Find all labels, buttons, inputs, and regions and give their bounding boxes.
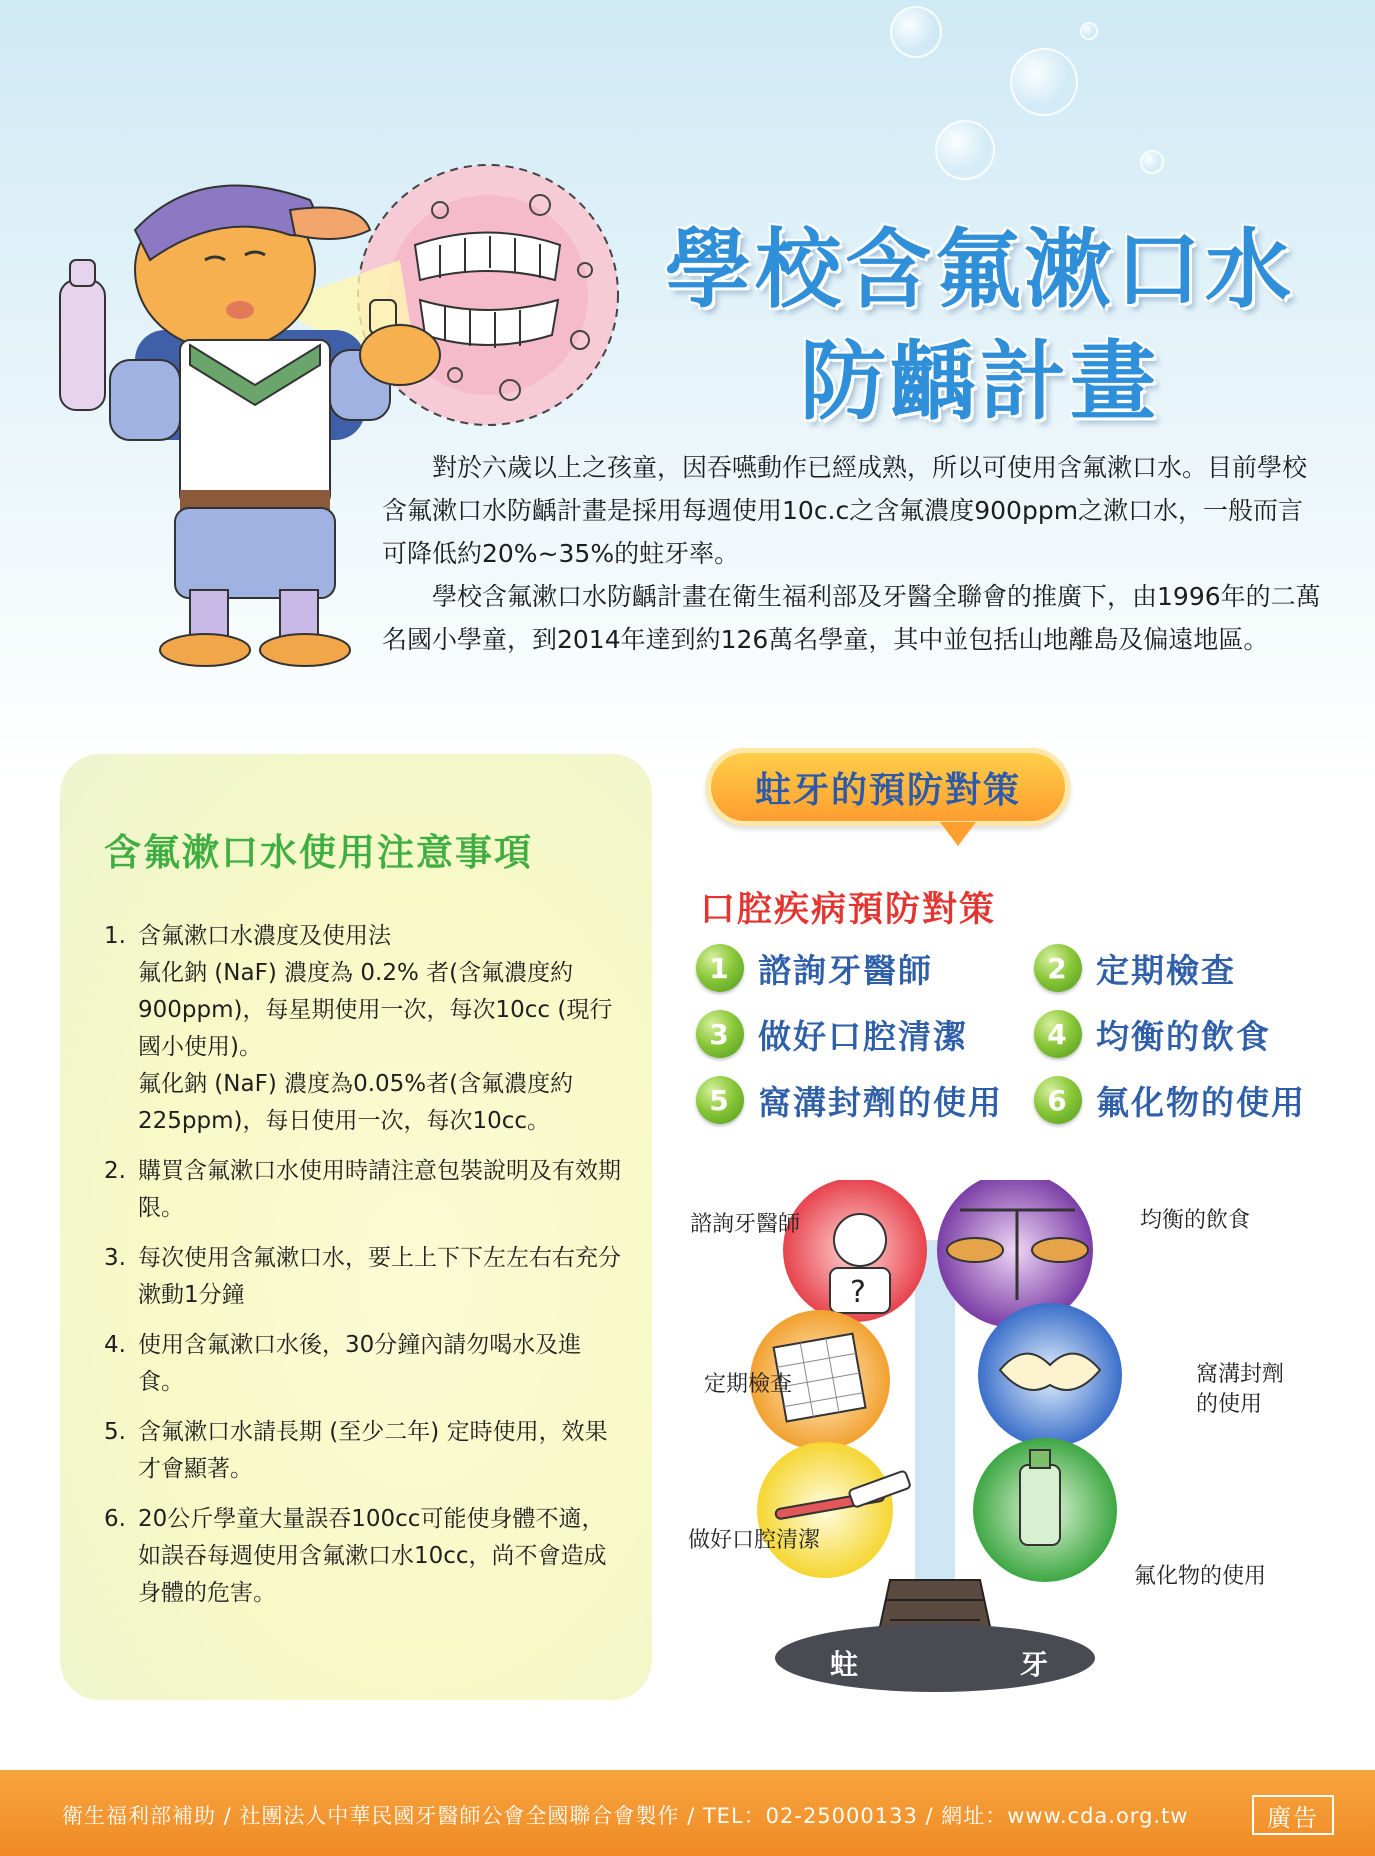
list-item <box>104 1240 624 1314</box>
fluoride-blob <box>973 1438 1117 1582</box>
list-item <box>104 1327 624 1401</box>
consult-dentist-blob <box>783 1180 927 1322</box>
decor-bubble <box>890 6 942 58</box>
number-ball-icon: 1 <box>696 944 744 992</box>
measure-label: 做好口腔清潔 <box>758 1016 968 1056</box>
list-item-text: 購買含氟漱口水使用時請注意包裝說明及有效期限。 <box>138 1158 621 1221</box>
list-item-subtext: 氟化鈉 (NaF) 濃度為0.05%者(含氟濃度約225ppm)，每日使用一次，每次10cc。 <box>138 1071 574 1134</box>
intro-paragraph-2: 學校含氟漱口水防齲計畫在衛生福利部及牙醫全聯會的推廣下，由1996年的二萬名國小學童，到2014年達到約126萬名學童，其中並包括山地離島及偏遠地區。 <box>382 582 1321 654</box>
usage-notes-list <box>104 918 624 1625</box>
illus-label-checkup: 定期檢查 <box>704 1372 793 1397</box>
intro-text <box>382 446 1322 661</box>
measure-item <box>1034 944 1236 992</box>
measure-item <box>1034 1076 1306 1124</box>
list-item-number: 6. <box>104 1506 126 1532</box>
sealant-blob <box>978 1303 1122 1447</box>
decor-bubble <box>935 120 995 180</box>
footer-credits: 衛生福利部補助 / 社團法人中華民國牙醫師公會全國聯合會製作 / TEL：02-25000133 / 網址：www.cda.org.tw <box>62 1804 1189 1828</box>
page-title-line-1: 學校含氟漱口水 <box>665 220 1295 320</box>
measure-label: 諮詢牙醫師 <box>758 950 933 990</box>
measure-label: 氟化物的使用 <box>1096 1082 1306 1122</box>
measure-item <box>696 1076 1003 1124</box>
number-ball-icon: 6 <box>1034 1076 1082 1124</box>
prevention-heading-badge: 蛀牙的預防對策 <box>706 748 1070 826</box>
list-item-text: 每次使用含氟漱口水，要上上下下左左右右充分漱動1分鐘 <box>138 1245 621 1308</box>
list-item-text: 使用含氟漱口水後，30分鐘內請勿喝水及進食。 <box>138 1332 582 1395</box>
list-item-subtext: 氟化鈉 (NaF) 濃度為 0.2% 者(含氟濃度約900ppm)，每星期使用一次，每次10cc (現行國小使用)。 <box>138 960 613 1060</box>
list-item-number: 3. <box>104 1245 126 1271</box>
measure-item <box>696 1010 968 1058</box>
number-ball-icon: 5 <box>696 1076 744 1124</box>
measure-label: 定期檢查 <box>1096 950 1236 990</box>
list-item-text: 含氟漱口水請長期 (至少二年) 定時使用，效果才會顯著。 <box>138 1419 608 1482</box>
prevention-tree-illustration <box>680 1180 1240 1720</box>
number-ball-icon: 3 <box>696 1010 744 1058</box>
list-item <box>104 918 624 1140</box>
decor-bubble <box>1140 150 1164 174</box>
illus-label-sealant-line2: 的使用 <box>1196 1392 1263 1417</box>
list-item <box>104 1501 624 1612</box>
root-text-2: 牙 <box>1020 1648 1049 1681</box>
number-ball-icon: 2 <box>1034 944 1082 992</box>
page-title-line-2: 防齲計畫 <box>800 332 1160 432</box>
number-ball-icon: 4 <box>1034 1010 1082 1058</box>
usage-notes-title: 含氟漱口水使用注意事項 <box>104 831 533 874</box>
measure-label: 均衡的飲食 <box>1096 1016 1271 1056</box>
decor-bubble <box>1080 22 1098 40</box>
illus-label-consult: 諮詢牙醫師 <box>690 1212 801 1237</box>
badge-pointer-icon <box>940 822 976 846</box>
list-item-text: 20公斤學童大量誤吞100cc可能使身體不適，如誤吞每週使用含氟漱口水10cc，尚不會造成身體的危害。 <box>138 1506 607 1606</box>
prevention-subheading: 口腔疾病預防對策 <box>700 890 997 930</box>
decor-bubble <box>1010 48 1078 116</box>
list-item-number: 5. <box>104 1419 126 1445</box>
list-item-number: 1. <box>104 923 126 949</box>
list-item-number: 4. <box>104 1332 126 1358</box>
illus-label-clean: 做好口腔清潔 <box>688 1528 821 1553</box>
svg-text:?: ? <box>850 1275 866 1310</box>
illus-label-diet: 均衡的飲食 <box>1140 1208 1251 1233</box>
list-item-text: 含氟漱口水濃度及使用法 <box>138 923 391 949</box>
list-item-number: 2. <box>104 1158 126 1184</box>
root-text-1: 蛀 <box>830 1648 859 1681</box>
list-item-body <box>138 918 624 1140</box>
measure-item <box>1034 1010 1271 1058</box>
list-item <box>104 1153 624 1227</box>
measure-label: 窩溝封劑的使用 <box>758 1082 1003 1122</box>
intro-paragraph-1: 對於六歲以上之孩童，因吞嚥動作已經成熟，所以可使用含氟漱口水。目前學校含氟漱口水防齲計畫是採用每週使用10c.c之含氟濃度900ppm之漱口水，一般而言可降低約20%~35%的蛀牙率。 <box>382 453 1308 568</box>
measure-item <box>696 944 933 992</box>
illus-label-sealant-line1: 窩溝封劑 <box>1196 1362 1285 1387</box>
illus-label-fluoride: 氟化物的使用 <box>1134 1564 1267 1589</box>
list-item <box>104 1414 624 1488</box>
oral-cleaning-blob <box>757 1442 911 1578</box>
ad-badge: 廣告 <box>1252 1795 1334 1835</box>
